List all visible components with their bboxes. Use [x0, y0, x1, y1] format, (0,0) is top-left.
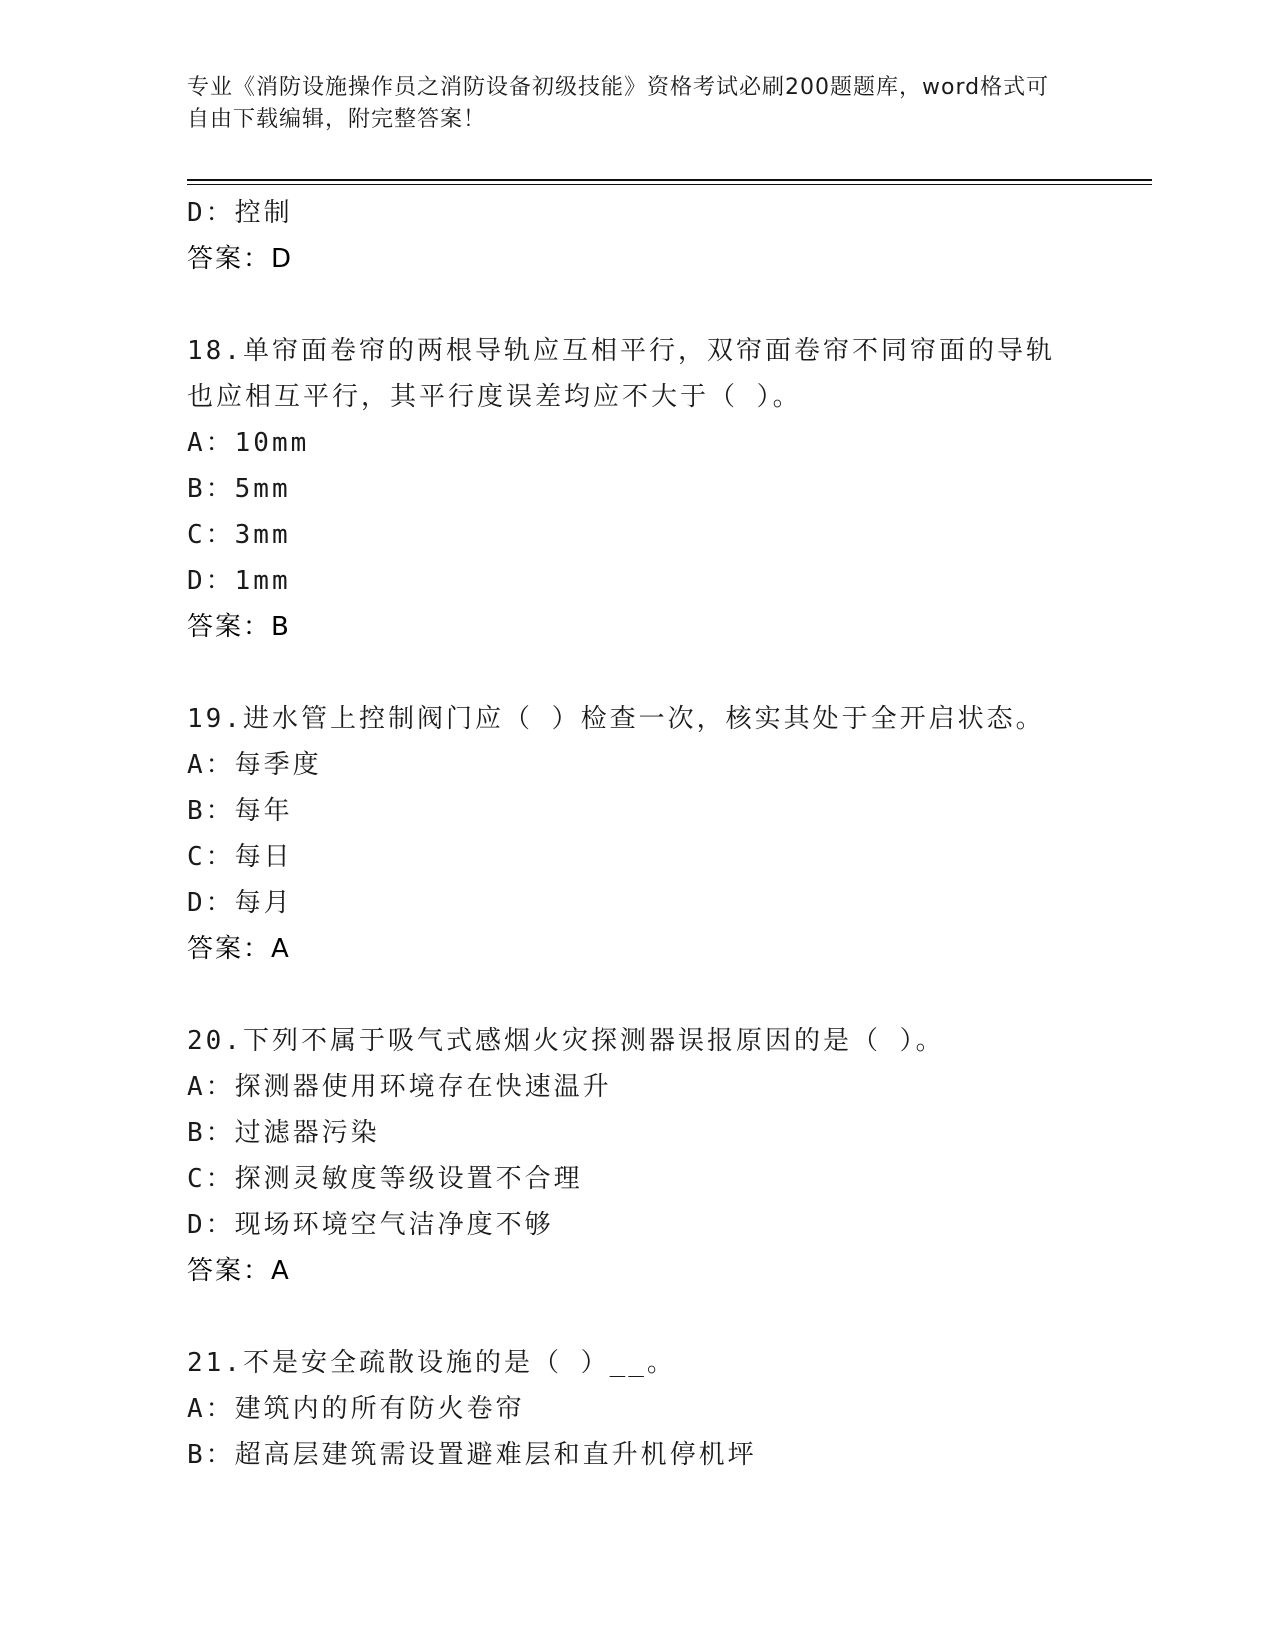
option-b: B：超高层建筑需设置避难层和直升机停机坪 [187, 1440, 757, 1470]
answer: 答案：A [187, 934, 291, 964]
question-text: 19.进水管上控制阀门应（ ）检查一次，核实其处于全开启状态。 [187, 704, 1045, 734]
option-a: A：10mm [187, 428, 310, 458]
question-text: 18.单帘面卷帘的两根导轨应互相平行，双帘面卷帘不同帘面的导轨也应相互平行，其平行度误差均应不大于（ ）。 [187, 336, 1055, 412]
option-b: B：5mm [187, 474, 291, 504]
prev-option-d: D：控制 [187, 198, 293, 228]
question-text: 20.下列不属于吸气式感烟火灾探测器误报原因的是（ ）。 [187, 1026, 945, 1056]
option-d: D：每月 [187, 888, 293, 918]
answer: 答案：A [187, 1256, 291, 1286]
option-a: A：探测器使用环境存在快速温升 [187, 1072, 612, 1102]
answer: 答案：B [187, 612, 291, 642]
option-a: A：建筑内的所有防火卷帘 [187, 1394, 525, 1424]
option-c: C：每日 [187, 842, 293, 872]
option-a: A：每季度 [187, 750, 322, 780]
option-c: C：3mm [187, 520, 291, 550]
document-header: 专业《消防设施操作员之消防设备初级技能》资格考试必刷200题题库，word格式可自由下载编辑，附完整答案！ [187, 75, 1050, 132]
question-21 [187, 1340, 1087, 1478]
question-18 [187, 328, 1087, 650]
option-d: D：现场环境空气洁净度不够 [187, 1210, 554, 1240]
header-divider-thin [187, 184, 1152, 185]
question-19 [187, 696, 1087, 972]
question-20 [187, 1018, 1087, 1294]
option-c: C：探测灵敏度等级设置不合理 [187, 1164, 583, 1194]
option-d: D：1mm [187, 566, 291, 596]
header-divider-thick [187, 179, 1152, 181]
question-text: 21.不是安全疏散设施的是（ ）__。 [187, 1348, 676, 1378]
option-b: B：过滤器污染 [187, 1118, 380, 1148]
prev-answer: 答案：D [187, 244, 294, 274]
option-b: B：每年 [187, 796, 293, 826]
question-content [187, 190, 1087, 1478]
